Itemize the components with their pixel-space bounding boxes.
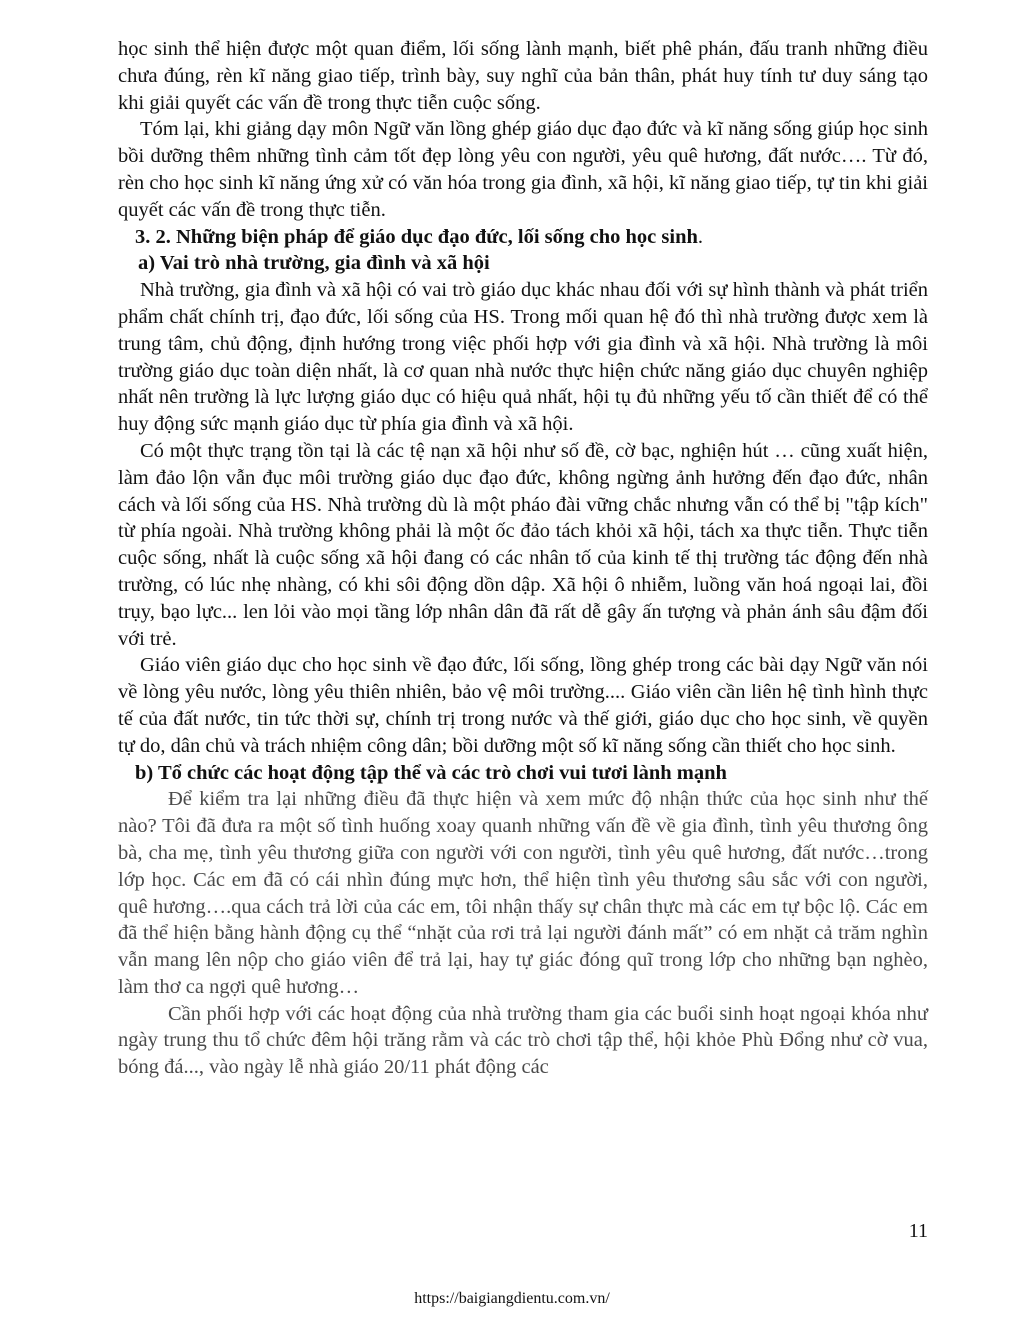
paragraph-social-evils: Có một thực trạng tồn tại là các tệ nạn xã hội như số đề, cờ bạc, nghiện hút … cũng xuất hiện, làm đảo lộn vẫn đục môi trường giáo dục đạo đức, không ngừng ảnh hưởng đến đạo đức, nhân cách và lối sống của HS. Nhà trường dù là một pháo đài vững chắc nhưng vẫn có thể bị "tập kích" từ phía ngoài. Nhà trường không phải là một ốc đảo tách khỏi xã hội, tách xa thực tiễn. Thực tiễn cuộc sống, nhất là cuộc sống xã hội đang có các nhân tố của kinh tế thị trường tác động đến nhà trường, có lúc nhẹ nhàng, có khi sôi động dồn dập. Xã hội ô nhiễm, luồng văn hoá ngoại lai, đồi trụy, bạo lực... len lỏi vào mọi tầng lớp nhân dân đã rất dễ gây ấn tượng và phản ánh sâu đậm đối với trẻ.	[118, 439, 928, 650]
document-page	[118, 36, 928, 1081]
paragraph-extracurricular: Cần phối hợp với các hoạt động của nhà trường tham gia các buổi sinh hoạt ngoại khóa như ngày trung thu tổ chức đêm hội trăng rằm và các trò chơi tập thể, hội khỏe Phù Đổng như cờ vua, bóng đá..., vào ngày lễ nhà giáo 20/11 phát động các	[118, 1002, 928, 1079]
paragraph-teacher-education: Giáo viên giáo dục cho học sinh về đạo đức, lối sống, lồng ghép trong các bài dạy Ngữ văn nói về lòng yêu nước, lòng yêu thiên nhiên, bảo vệ môi trường.... Giáo viên cần liên hệ tình hình thực tế của đất nước, tin tức thời sự, chính trị trong nước và thế giới, giáo dục cho học sinh, về quyền tự do, dân chủ và trách nhiệm công dân; bồi dưỡng một số kĩ năng sống cần thiết cho học sinh.	[118, 654, 928, 757]
paragraph-school-role: Nhà trường, gia đình và xã hội có vai trò giáo dục khác nhau đối với sự hình thành và phát triển phẩm chất chính trị, đạo đức, lối sống của HS. Trong mối quan hệ đó thì nhà trường được xem là trung tâm, chủ động, định hướng trong việc phối hợp với gia đình và xã hội. Nhà trường là môi trường giáo dục toàn diện nhất, là cơ quan nhà nước thực hiện chức năng giáo dục chuyên nghiệp nhất nên trường là lực lượng giáo dục có hiệu quả nhất, hội tụ đủ những yếu tố cần thiết để có thể huy động sức mạnh giáo dục từ phía gia đình và xã hội.	[118, 279, 928, 436]
paragraph-situations: Để kiểm tra lại những điều đã thực hiện và xem mức độ nhận thức của học sinh như thế nào? Tôi đã đưa ra một số tình huống xoay quanh những vấn đề về gia đình, tình yêu thương ông bà, cha mẹ, tình yêu thương giữa con người với con người, tình yêu quê hương, đất nước…trong lớp học. Các em đã có cái nhìn đúng mực hơn, thể hiện tình yêu thương sâu sắc với con người, quê hương….qua cách trả lời của các em, tôi nhận thấy sự chân thực mà các em tự bộc lộ. Các em đã thể hiện bằng hành động cụ thể “nhặt của rơi trả lại người đánh mất” có em nhặt cả trăm nghìn vẫn mang lên nộp cho giáo viên để trả lại, hay tự giác đóng quĩ trong lớp cho những bạn nghèo, làm thơ ca ngợi quê hương…	[118, 788, 928, 998]
page-number: 11	[908, 1220, 928, 1242]
paragraph-intro-continuation: học sinh thể hiện được một quan điểm, lối sống lành mạnh, biết phê phán, đấu tranh những điều chưa đúng, rèn kĩ năng giao tiếp, trình bày, suy nghĩ của bản thân, phát huy tính tư duy sáng tạo khi giải quyết các vấn đề trong thực tiễn cuộc sống.	[118, 38, 928, 114]
footer-url: https://baigiangdientu.com.vn/	[414, 1290, 610, 1307]
section-heading-3-2	[118, 224, 928, 251]
subheading-a: a) Vai trò nhà trường, gia đình và xã hội	[138, 252, 490, 275]
paragraph-summary: Tóm lại, khi giảng dạy môn Ngữ văn lồng ghép giáo dục đạo đức và kĩ năng sống giúp học sinh bồi dưỡng thêm những tình cảm tốt đẹp lòng yêu con người, yêu quê hương, đất nước…. Từ đó, rèn cho học sinh kĩ năng ứng xử có văn hóa trong gia đình, xã hội, kĩ năng giao tiếp, tự tin khi giải quyết các vấn đề trong thực tiễn.	[118, 118, 928, 221]
section-heading-3-2-period: .	[697, 225, 704, 248]
subheading-b: b) Tổ chức các hoạt động tập thể và các trò chơi vui tươi lành mạnh	[135, 761, 727, 784]
section-heading-3-2-text: 3. 2. Những biện pháp để giáo dục đạo đức, lối sống cho học sinh	[135, 225, 698, 248]
